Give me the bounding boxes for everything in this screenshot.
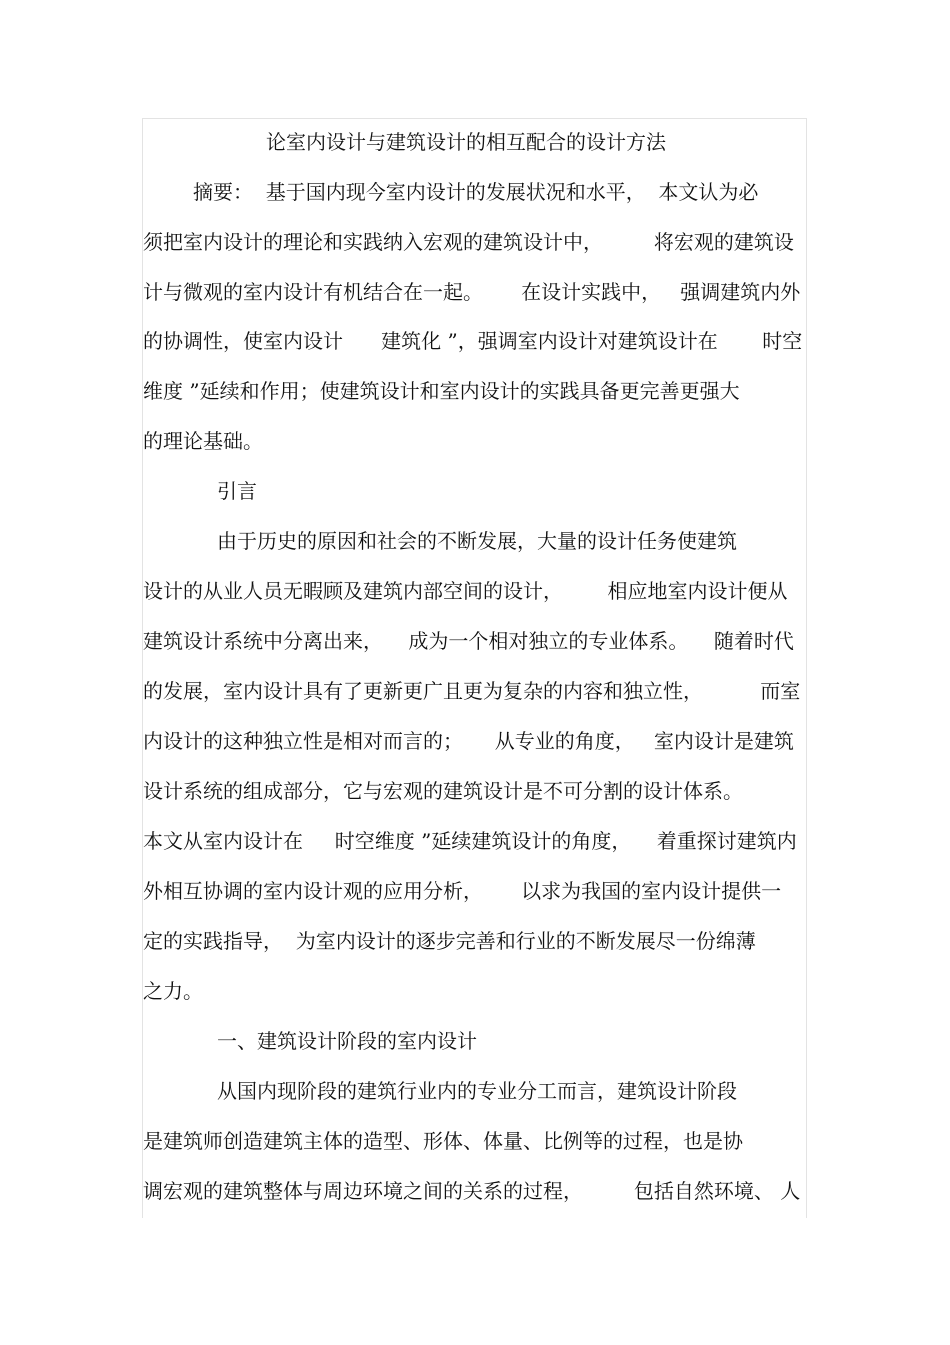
body-line: 调宏观的建筑整体与周边环境之间的关系的过程， 包括自然环境、 人 <box>143 1179 801 1203</box>
document-title: 论室内设计与建筑设计的相互配合的设计方法 <box>266 130 666 154</box>
body-line: 是建筑师创造建筑主体的造型、形体、体量、比例等的过程，也是协 <box>143 1129 743 1153</box>
abstract-line-2: 须把室内设计的理论和实践纳入宏观的建筑设计中， 将宏观的建筑设 <box>143 230 794 254</box>
body-line: 之力。 <box>143 979 203 1003</box>
body-line: 从国内现阶段的建筑行业内的专业分工而言，建筑设计阶段 <box>217 1079 737 1103</box>
body-line: 的发展，室内设计具有了更新更广且更为复杂的内容和独立性， 而室 <box>143 679 801 703</box>
abstract-line-5: 维度 ”延续和作用；使建筑设计和室内设计的实践具备更完善更强大 <box>143 379 740 403</box>
section-heading-1: 一、建筑设计阶段的室内设计 <box>217 1029 477 1053</box>
body-line: 建筑设计系统中分离出来， 成为一个相对独立的专业体系。 随着时代 <box>143 629 794 653</box>
body-line: 定的实践指导， 为室内设计的逐步完善和行业的不断发展尽一份绵薄 <box>143 929 756 953</box>
body-line: 设计的从业人员无暇顾及建筑内部空间的设计， 相应地室内设计便从 <box>143 579 788 603</box>
section-heading-intro: 引言 <box>217 479 257 503</box>
abstract-line-6: 的理论基础。 <box>143 429 263 453</box>
abstract-line-4: 的协调性，使室内设计 建筑化 ”，强调室内设计对建筑设计在 时空 <box>143 329 803 353</box>
body-line: 内设计的这种独立性是相对而言的； 从专业的角度， 室内设计是建筑 <box>143 729 794 753</box>
body-line: 设计系统的组成部分，它与宏观的建筑设计是不可分割的设计体系。 <box>143 779 743 803</box>
body-line: 由于历史的原因和社会的不断发展，大量的设计任务使建筑 <box>217 529 737 553</box>
body-line: 外相互协调的室内设计观的应用分析， 以求为我国的室内设计提供一 <box>143 879 782 903</box>
abstract-line-3: 计与微观的室内设计有机结合在一起。 在设计实践中， 强调建筑内外 <box>143 280 801 304</box>
abstract-line-1: 摘要： 基于国内现今室内设计的发展状况和水平， 本文认为必 <box>193 180 759 204</box>
body-line: 本文从室内设计在 时空维度 ”延续建筑设计的角度， 着重探讨建筑内 <box>143 829 797 853</box>
